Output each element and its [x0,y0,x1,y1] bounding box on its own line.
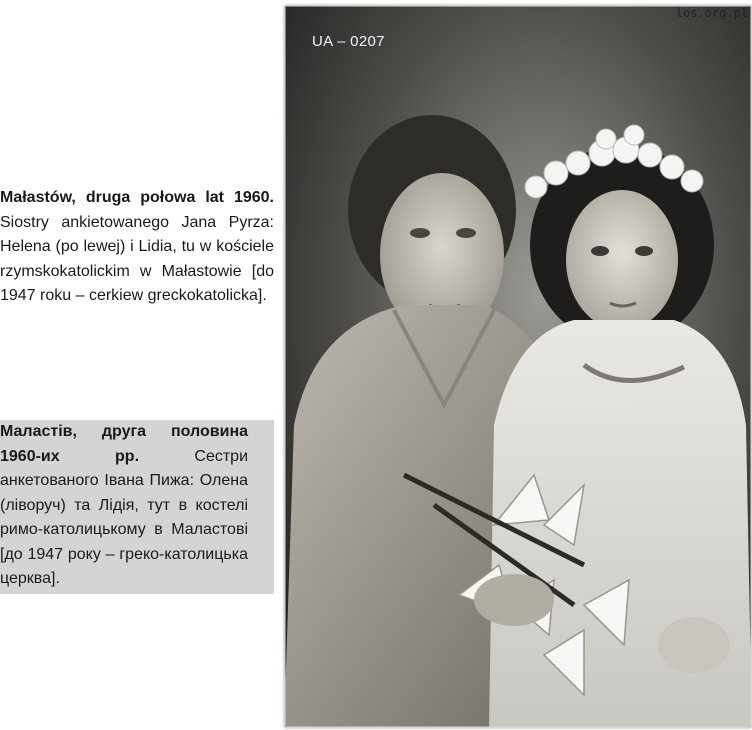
caption-polish-heading: Małastów, druga połowa lat 1960. [0,189,274,206]
caption-ukrainian-body: Сестри анкетованого Івана Пижа: Олена (ліворуч) та Лідія, тут в костелі римо-католицькому в Маластові [до 1947 року – греко-католицька церква]. [0,447,248,587]
caption-ukrainian-heading: Маластів, друга половина 1960-их рр. [0,423,248,465]
caption-polish [0,186,274,309]
caption-polish-body: Siostry ankietowanego Jana Pyrza: Helena (po lewej) i Lidia, tu w kościele rzymskokatolickim w Małastowie [do 1947 roku – cerkiew greckokatolicka]. [0,213,274,304]
archival-photograph [284,5,752,728]
caption-ukrainian [0,420,274,594]
site-watermark: los.org.pl [675,6,748,20]
photograph-illustration [284,5,752,728]
archive-code-label: UA – 0207 [312,33,385,50]
